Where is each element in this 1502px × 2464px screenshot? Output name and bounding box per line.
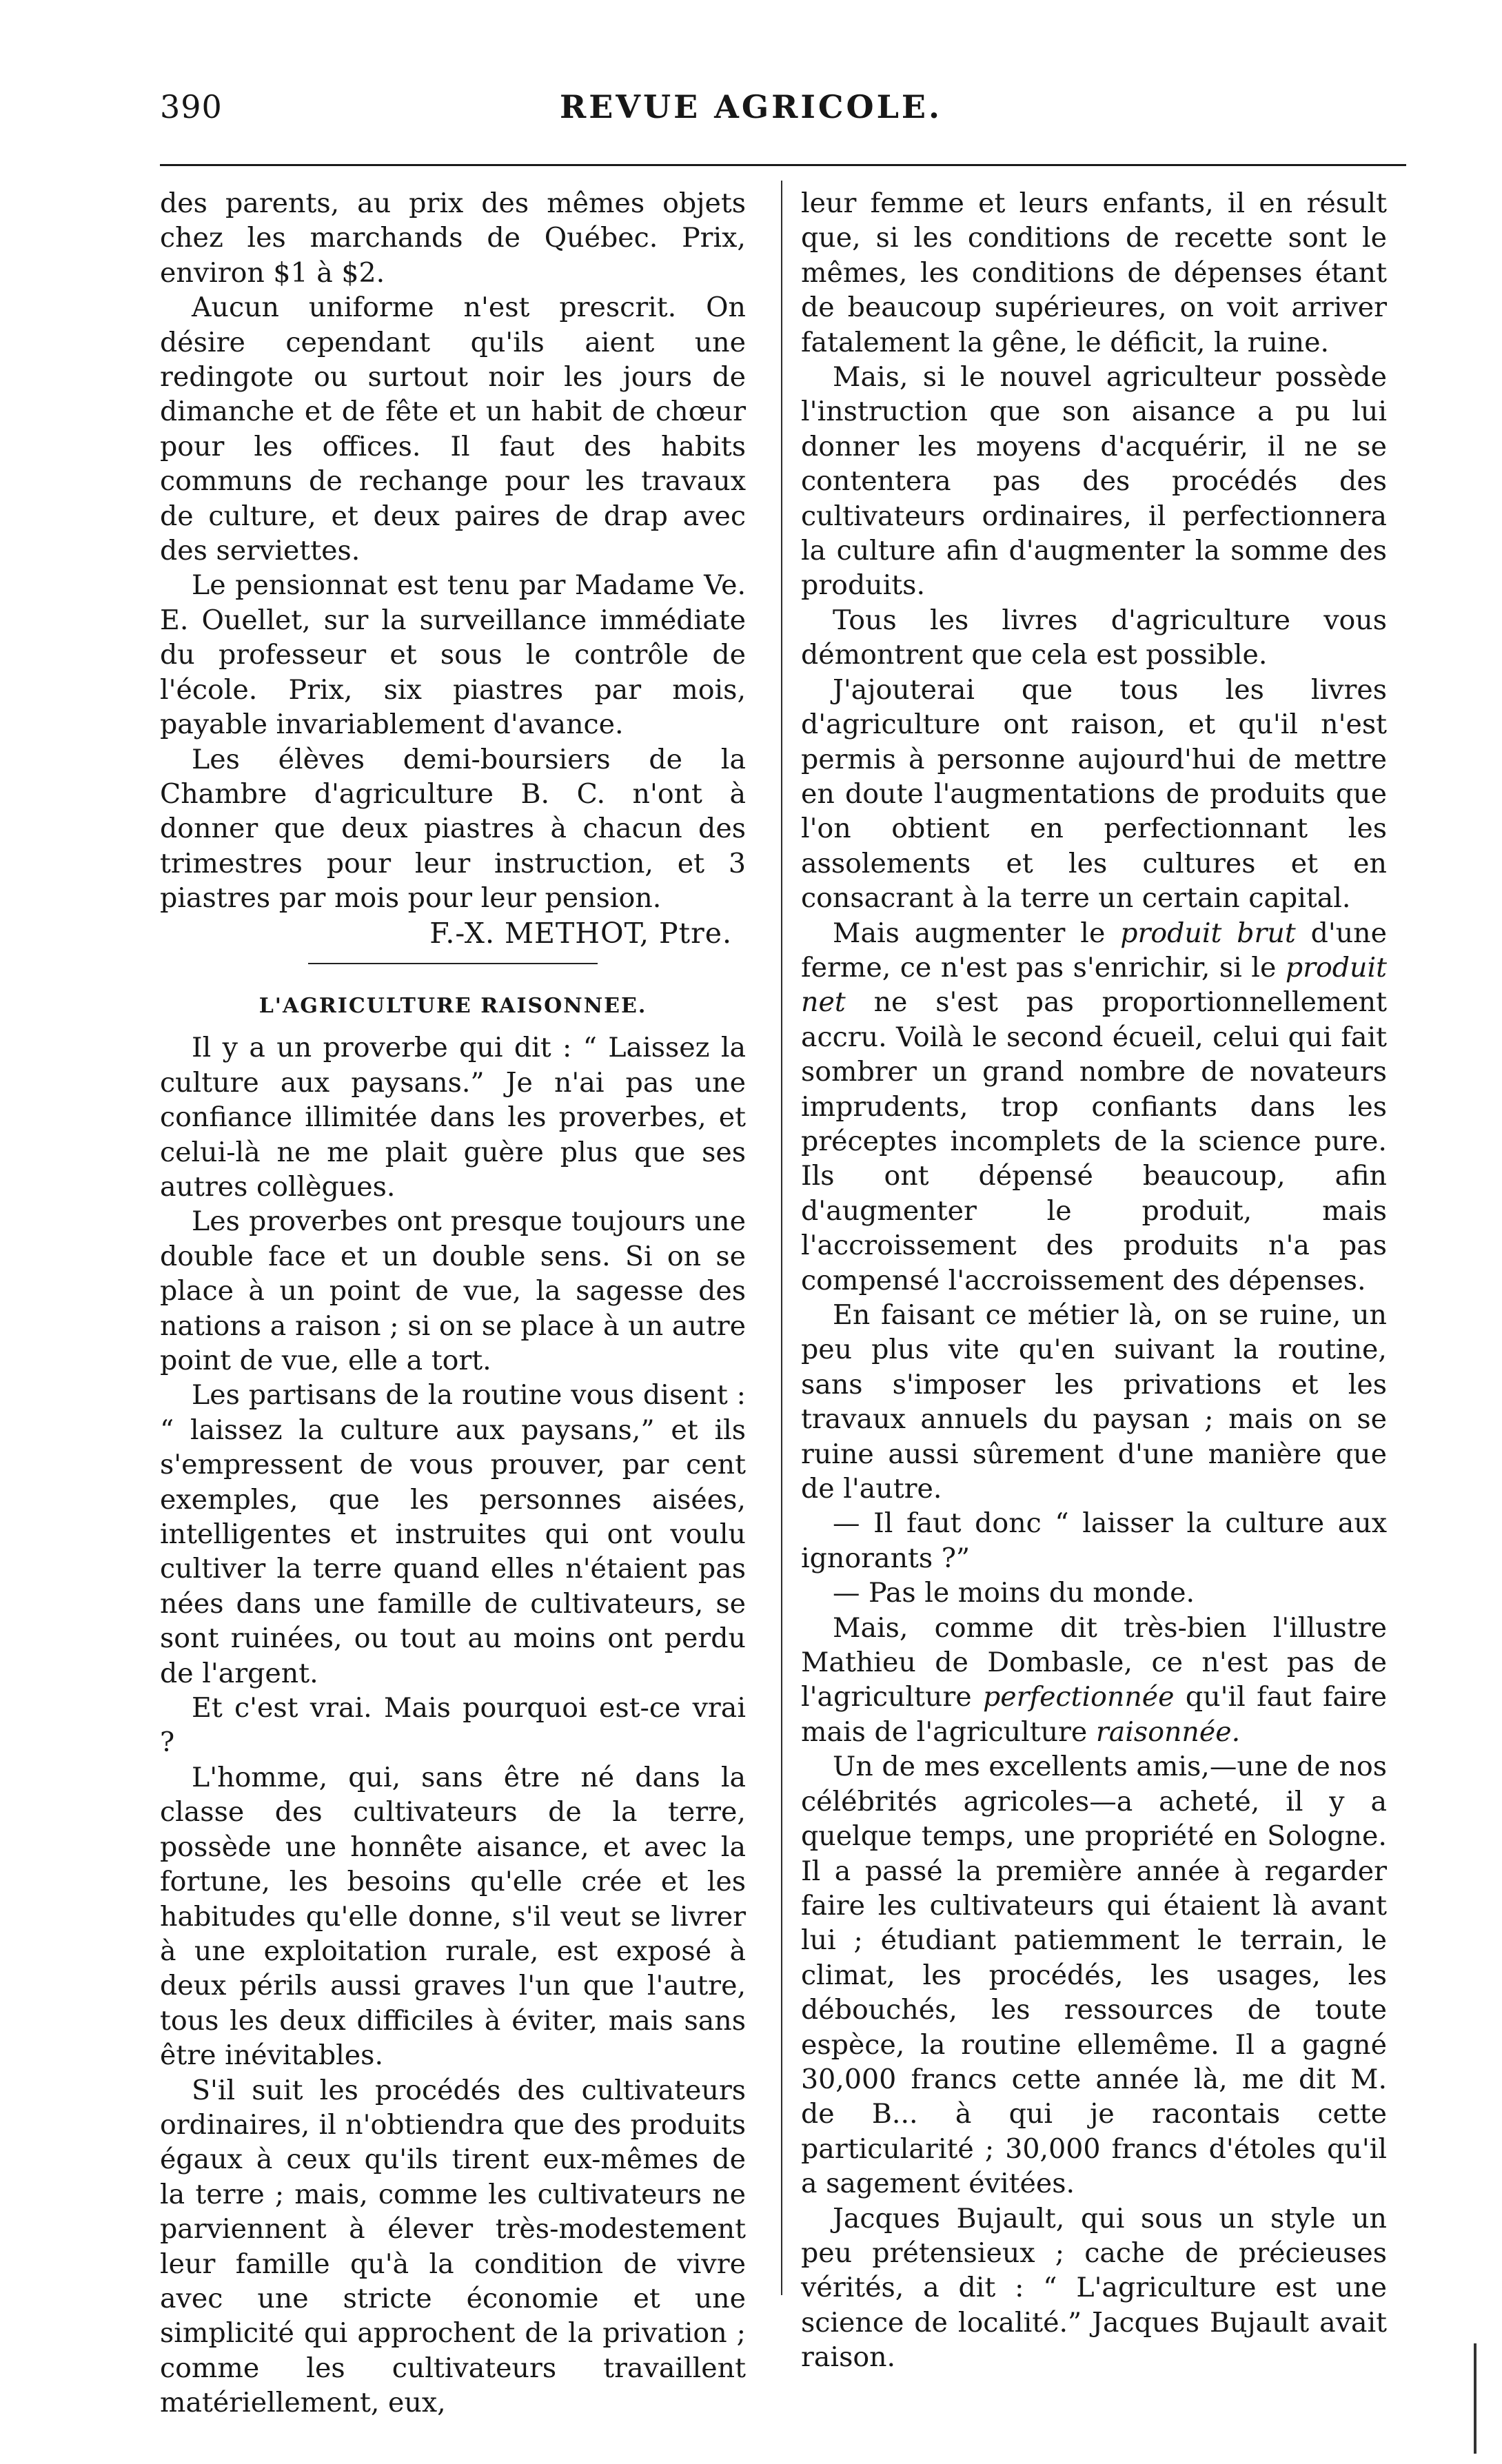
italic-term: produit brut bbox=[1120, 917, 1296, 949]
paragraph: Les élèves demi-boursiers de la Chambre d'agriculture B. C. n'ont à donner que deux piastres à chacun des trimestres pour leur instruction, et 3 piastres par mois pour leur pension. bbox=[160, 743, 746, 915]
paragraph: — Pas le moins du monde. bbox=[833, 1577, 1195, 1609]
section-title: L'AGRICULTURE RAISONNEE. bbox=[258, 993, 647, 1018]
paragraph bbox=[801, 1611, 1387, 1750]
paragraph: J'ajouterai que tous les livres d'agriculture ont raison, et qu'il n'est permis à personne aujourd'hui de mettre en doute l'augmentations de produits que l'on obtient en perfectionnant les assolements et les cultures et en consacrant à la terre un certain capital. bbox=[801, 673, 1387, 915]
paragraph: Aucun uniforme n'est prescrit. On désire cependant qu'ils aient une redingote ou surtout noir les jours de dimanche et de fête et un habit de chœur pour les offices. Il faut des habits communs de rechange pour les travaux de culture, et deux paires de drap avec des serviettes. bbox=[160, 292, 746, 567]
text-run: ne s'est pas proportionnellement accru. Voilà le second écueil, celui qui fait sombrer un grand nombre de novateurs imprudents, trop confiants dans les préceptes incomplets de la science pure. Ils ont dépensé beaucoup, afin d'augmenter le produit, mais l'accroissement des produits n'a pas compensé l'accroissement des dépenses. bbox=[801, 986, 1387, 1296]
page-number: 390 bbox=[160, 88, 223, 125]
paragraph: des parents, au prix des mêmes objets chez les marchands de Québec. Prix, environ $1 à $2. bbox=[160, 187, 746, 289]
paragraph: leur femme et leurs enfants, il en résult que, si les conditions de recette sont le mêmes, les conditions de dépenses étant de beaucoup supérieures, on voit arriver fatalement la gêne, le déficit, la ruine. bbox=[801, 187, 1387, 358]
text-run: Mais augmenter le bbox=[833, 917, 1121, 949]
section-rule bbox=[308, 963, 598, 964]
left-column bbox=[160, 186, 746, 2421]
edge-mark bbox=[1474, 2343, 1476, 2454]
paragraph: Les partisans de la routine vous disent : “ laissez la culture aux paysans,” et ils s'empressent de vous prouver, par cent exemples, que les personnes aisées, intelligentes et instruites qui ont voulu cultiver la terre quand elles n'étaient pas nées dans une famille de cultivateurs, se sont ruinées, ou tout au moins ont perdu de l'argent. bbox=[160, 1379, 746, 1689]
italic-term: produit net bbox=[801, 951, 1387, 1019]
paragraph: Tous les livres d'agriculture vous démontrent que cela est possible. bbox=[801, 604, 1387, 671]
paragraph: Les proverbes ont presque toujours une double face et un double sens. Si on se place à un point de vue, la sagesse des nations a raison ; si on se place à un autre point de vue, elle a tort. bbox=[160, 1205, 746, 1376]
signature: F.-X. METHOT, Ptre. bbox=[429, 916, 732, 950]
text-run: Mais, comme dit très-bien l'illustre Mathieu de Dombasle, ce n'est pas de l'agriculture bbox=[801, 1611, 1387, 1713]
italic-term: raisonnée. bbox=[1095, 1715, 1241, 1748]
paragraph: L'homme, qui, sans être né dans la classe des cultivateurs de la terre, possède une honnête aisance, et avec la fortune, les besoins qu'elle crée et les habitudes qu'elle donne, s'il veut se livrer à une exploitation rurale, est exposé à deux périls aussi graves l'un que l'autre, tous les deux difficiles à éviter, mais sans être inévitables. bbox=[160, 1761, 746, 2072]
paragraph: Il y a un proverbe qui dit : “ Laissez la culture aux paysans.” Je n'ai pas une confiance illimitée dans les proverbes, et celui-là ne me plait guère plus que ses autres collègues. bbox=[160, 1032, 746, 1203]
paragraph: — Il faut donc “ laisser la culture aux ignorants ?” bbox=[801, 1507, 1387, 1574]
column-separator bbox=[781, 181, 782, 2295]
paragraph: En faisant ce métier là, on se ruine, un peu plus vite qu'en suivant la routine, sans s'imposer les privations et les travaux annuels du paysan ; mais on se ruine aussi sûrement d'une manière que de l'autre. bbox=[801, 1299, 1387, 1505]
text-run: qu'il faut faire mais de l'agriculture bbox=[801, 1681, 1388, 1748]
paragraph: Jacques Bujault, qui sous un style un peu prétensieux ; cache de précieuses vérités, a dit : “ L'agriculture est une science de localité.” Jacques Bujault avait raison. bbox=[801, 2202, 1387, 2374]
paragraph: Le pensionnat est tenu par Madame Ve. E. Ouellet, sur la surveillance immédiate du professeur et sous le contrôle de l'école. Prix, six piastres par mois, payable invariablement d'avance. bbox=[160, 569, 746, 741]
paragraph: S'il suit les procédés des cultivateurs ordinaires, il n'obtiendra que des produits égaux à ceux qu'ils tirent eux-mêmes de la terre ; mais, comme les cultivateurs ne parviennent à élever très-modestement leur famille qu'à la condition de vivre avec une stricte économie et une simplicité qui approchent de la privation ; comme les cultivateurs travaillent matériellement, eux, bbox=[160, 2074, 746, 2419]
right-column bbox=[801, 186, 1387, 2375]
paragraph: Un de mes excellents amis,—une de nos célébrités agricoles—a acheté, il y a quelque temps, une propriété en Sologne. Il a passé la première année à regarder faire les cultivateurs qui étaient là avant lui ; étudiant patiemment le terrain, le climat, les procédés, les usages, les débouchés, les ressources de toute espèce, la routine ellemême. Il a gagné 30,000 francs cette année là, me dit M. de B... à qui je racontais cette particularité ; 30,000 francs d'étoles qu'il a sagement évitées. bbox=[801, 1751, 1387, 2200]
italic-term: perfectionnée bbox=[982, 1681, 1175, 1713]
header-rule bbox=[160, 164, 1406, 166]
paragraph: Et c'est vrai. Mais pourquoi est-ce vrai ? bbox=[160, 1692, 746, 1759]
paragraph bbox=[801, 916, 1387, 1298]
text-run: d'une ferme, ce n'est pas s'enrichir, si le bbox=[801, 917, 1387, 984]
paragraph: Mais, si le nouvel agriculteur possède l'instruction que son aisance a pu lui donner les moyens d'acquérir, il ne se contentera pas des procédés des cultivateurs ordinaires, il perfectionnera la culture afin d'augmenter la somme des produits. bbox=[801, 361, 1387, 602]
running-head: REVUE AGRICOLE. bbox=[560, 88, 942, 125]
